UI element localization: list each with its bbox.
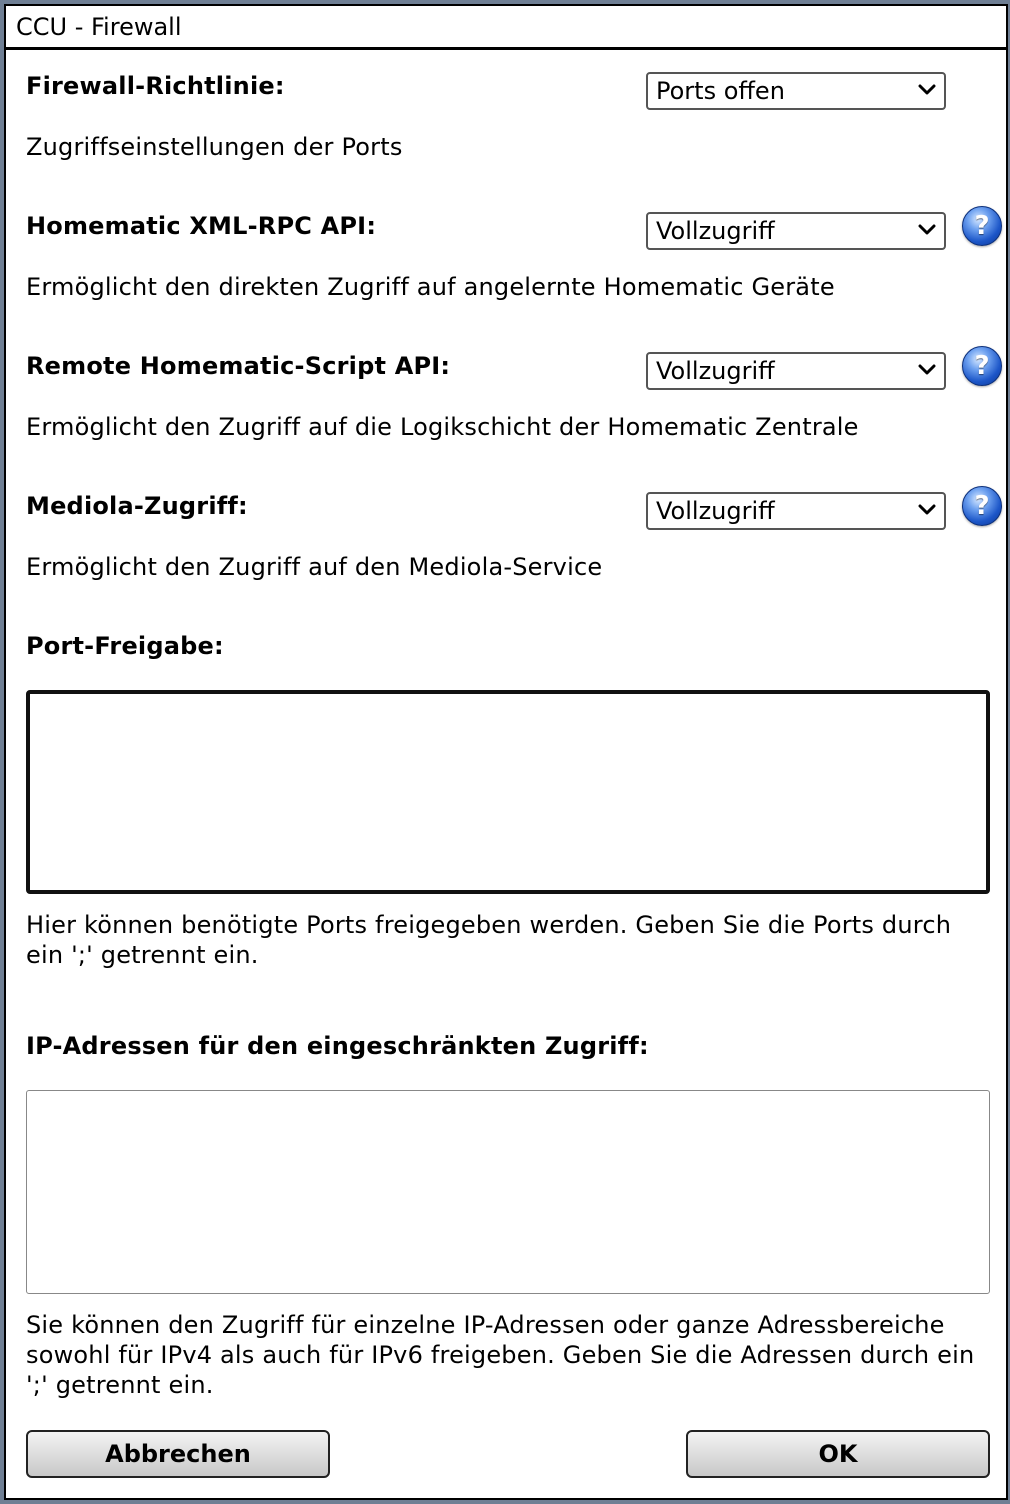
ip-addresses-label: IP-Adressen für den eingeschränkten Zugriff: bbox=[26, 1032, 649, 1060]
firewall-policy-description: Zugriffseinstellungen der Ports bbox=[26, 133, 403, 161]
port-release-textarea[interactable] bbox=[26, 690, 990, 894]
firewall-policy-select[interactable] bbox=[646, 72, 946, 110]
window-title[interactable]: CCU - Firewall bbox=[6, 6, 1006, 50]
mediola-value: Vollzugriff bbox=[656, 497, 775, 525]
cancel-button[interactable]: Abbrechen bbox=[26, 1430, 330, 1478]
help-icon[interactable]: ? bbox=[962, 206, 1002, 246]
ip-addresses-textarea[interactable] bbox=[26, 1090, 990, 1294]
port-release-description-line: ein ';' getrennt ein. bbox=[26, 941, 259, 969]
script-api-description: Ermöglicht den Zugriff auf die Logikschicht der Homematic Zentrale bbox=[26, 413, 859, 441]
mediola-label: Mediola-Zugriff: bbox=[26, 492, 248, 520]
chevron-down-icon bbox=[918, 503, 936, 517]
xmlrpc-select[interactable] bbox=[646, 212, 946, 250]
chevron-down-icon bbox=[918, 83, 936, 97]
firewall-policy-label: Firewall-Richtlinie: bbox=[26, 72, 285, 100]
ok-button[interactable]: OK bbox=[686, 1430, 990, 1478]
help-icon[interactable]: ? bbox=[962, 486, 1002, 526]
mediola-select[interactable] bbox=[646, 492, 946, 530]
help-icon[interactable]: ? bbox=[962, 346, 1002, 386]
script-api-value: Vollzugriff bbox=[656, 357, 775, 385]
port-release-description bbox=[26, 910, 951, 970]
xmlrpc-label: Homematic XML-RPC API: bbox=[26, 212, 377, 240]
xmlrpc-value: Vollzugriff bbox=[656, 217, 775, 245]
ip-addresses-description bbox=[26, 1310, 974, 1400]
ip-addresses-description-line: sowohl für IPv4 als auch für IPv6 freigeben. Geben Sie die Adressen durch ein bbox=[26, 1341, 975, 1369]
chevron-down-icon bbox=[918, 363, 936, 377]
xmlrpc-description: Ermöglicht den direkten Zugriff auf angelernte Homematic Geräte bbox=[26, 273, 835, 301]
chevron-down-icon bbox=[918, 223, 936, 237]
port-release-description-line: Hier können benötigte Ports freigegeben werden. Geben Sie die Ports durch bbox=[26, 911, 952, 939]
script-api-label: Remote Homematic-Script API: bbox=[26, 352, 451, 380]
port-release-label: Port-Freigabe: bbox=[26, 632, 224, 660]
mediola-description: Ermöglicht den Zugriff auf den Mediola-Service bbox=[26, 553, 603, 581]
ip-addresses-description-line: Sie können den Zugriff für einzelne IP-Adressen oder ganze Adressbereiche bbox=[26, 1311, 945, 1339]
firewall-dialog bbox=[4, 4, 1008, 1500]
ip-addresses-description-line: ';' getrennt ein. bbox=[26, 1371, 214, 1399]
firewall-policy-value: Ports offen bbox=[656, 77, 785, 105]
script-api-select[interactable] bbox=[646, 352, 946, 390]
